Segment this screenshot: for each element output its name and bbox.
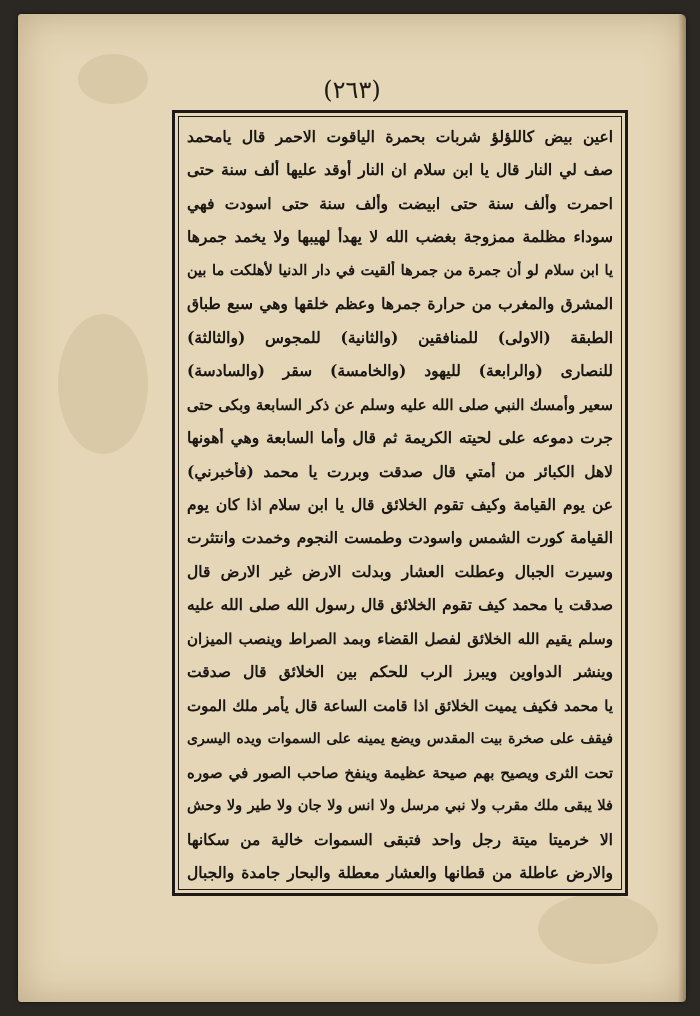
- text-line: المشرق والمغرب من حرارة جمرها وعظم خلقها وهي سبع طباق: [187, 294, 613, 314]
- text-line: القيامة كورت الشمس واسودت وطمست النجوم وخمدت وانتثرت: [187, 528, 613, 548]
- text-line: وينشر الدواوين ويبرز الرب للحكم بين الخلائق قال صدقت: [187, 662, 613, 682]
- text-line: يا محمد فكيف يميت الخلائق اذا قامت الساعة قال يأمر ملك الموت: [187, 696, 613, 715]
- text-line: سوداء مظلمة ممزوجة بغضب الله لا يهدأ لهيبها ولا يخمد جمرها: [187, 227, 613, 247]
- paper-stain: [538, 894, 658, 964]
- book-page: [18, 14, 686, 1002]
- text-line: الا خرميتا ميتة رجل واحد فتبقى السموات خالية من سكانها: [187, 829, 613, 849]
- text-line: عن يوم القيامة وكيف تقوم الخلائق قال يا ابن سلام اذا كان يوم: [187, 494, 613, 514]
- text-line: احمرت وألف سنة حتى ابيضت وألف سنة حتى اسودت فهي: [187, 193, 613, 213]
- text-line: يا ابن سلام لو أن جمرة من جمرها ألقيت في دار الدنيا لأهلكت ما بين: [187, 261, 613, 279]
- text-line: للنصارى (والرابعة) لليهود (والخامسة) سقر (والسادسة): [187, 361, 613, 381]
- text-line: صدقت يا محمد كيف تقوم الخلائق قال رسول الله صلى الله عليه: [187, 595, 613, 615]
- text-frame: [172, 110, 628, 896]
- text-line: وسلم يقيم الله الخلائق لفصل القضاء وبمد الصراط وينصب الميزان: [187, 629, 613, 648]
- text-line: لاهل الكبائر من أمتي قال صدقت وبررت يا محمد (فأخبرني): [187, 461, 613, 481]
- text-line: وسيرت الجبال وعطلت العشار وبدلت الارض غير الارض قال: [187, 561, 613, 581]
- text-line: والارض عاطلة من قطانها والعشار معطلة والبحار جامدة والجبال: [187, 862, 613, 882]
- text-line: جرت دموعه على لحيته الكريمة ثم قال وأما السابعة وهي أهونها: [187, 428, 613, 448]
- page-edge-shadow: [678, 14, 686, 1002]
- text-line: اعين بيض كاللؤلؤ شربات بحمرة الياقوت الاحمر قال يامحمد: [187, 127, 613, 146]
- text-line: فيقف على صخرة بيت المقدس ويضع يمينه على السموات ويده اليسرى: [187, 731, 613, 748]
- text-line: الطبقة (الاولى) للمنافقين (والثانية) للمجوس (والثالثة): [187, 327, 613, 347]
- paper-stain: [58, 314, 148, 454]
- text-line: صف لي النار قال يا ابن سلام ان النار أوقد عليها ألف سنة حتى: [187, 160, 613, 180]
- text-block: [178, 116, 622, 890]
- text-line: سعير وأمسك النبي صلى الله عليه وسلم عن ذكر السابعة وبكى حتى: [187, 395, 613, 414]
- page-number: (٢٦٣): [323, 76, 381, 104]
- text-line: فلا يبقى ملك مقرب ولا نبي مرسل ولا انس ولا جان ولا طير ولا وحش: [187, 797, 613, 815]
- text-line: تحت الثرى ويصيح بهم صيحة عظيمة وينفخ صاحب الصور في صوره: [187, 763, 613, 782]
